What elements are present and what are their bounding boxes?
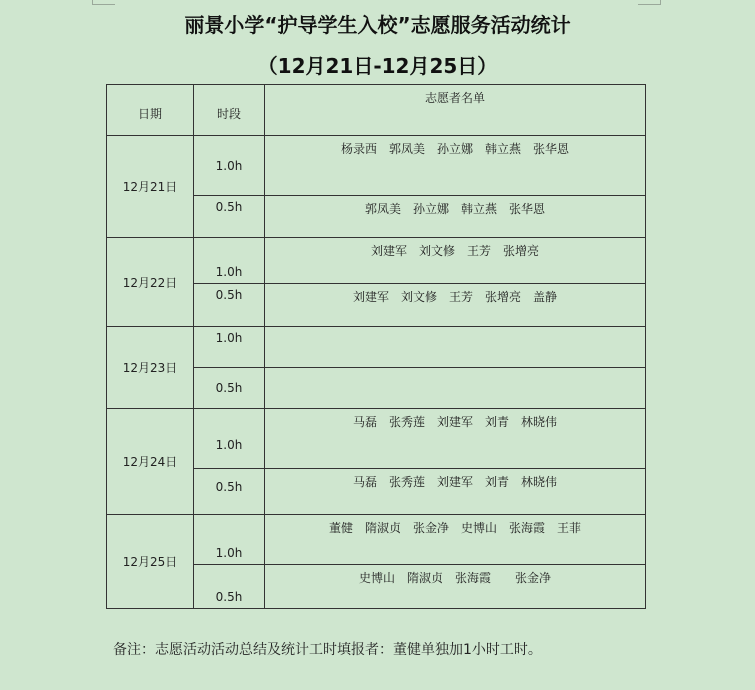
header-names: 志愿者名单 [265, 85, 646, 136]
period-cell: 1.0h [194, 515, 265, 565]
page-corner-mark-right [638, 0, 661, 5]
document-title: 丽景小学“护导学生入校”志愿服务活动统计 [184, 13, 571, 37]
table-header-row [107, 85, 646, 136]
period-cell: 1.0h [194, 327, 265, 368]
names-cell [265, 368, 646, 409]
period-cell: 0.5h [194, 565, 265, 609]
footnote: 备注：志愿活动活动总结及统计工时填报者：董健单独加1小时工时。 [113, 642, 542, 658]
names-cell: 董健 隋淑贞 张金净 史博山 张海霞 王菲 [265, 515, 646, 565]
header-date: 日期 [107, 85, 194, 136]
date-cell: 12月25日 [107, 515, 194, 609]
period-cell: 0.5h [194, 469, 265, 515]
table-row [107, 409, 646, 469]
page-corner-mark-left [92, 0, 115, 5]
names-cell: 刘建军 刘文修 王芳 张增亮 盖静 [265, 284, 646, 327]
date-cell: 12月24日 [107, 409, 194, 515]
names-cell: 杨录西 郭凤美 孙立娜 韩立燕 张华恩 [265, 136, 646, 196]
names-cell: 史博山 隋淑贞 张海霞 张金净 [265, 565, 646, 609]
table-row [107, 238, 646, 284]
names-cell: 郭凤美 孙立娜 韩立燕 张华恩 [265, 196, 646, 238]
table-row [107, 136, 646, 196]
date-cell: 12月23日 [107, 327, 194, 409]
names-cell [265, 327, 646, 368]
date-cell: 12月21日 [107, 136, 194, 238]
period-cell: 1.0h [194, 409, 265, 469]
period-cell: 0.5h [194, 196, 265, 238]
table-row [107, 327, 646, 368]
period-cell: 0.5h [194, 368, 265, 409]
volunteer-table [106, 84, 646, 609]
names-cell: 刘建军 刘文修 王芳 张增亮 [265, 238, 646, 284]
period-cell: 1.0h [194, 238, 265, 284]
names-cell: 马磊 张秀莲 刘建军 刘青 林晓伟 [265, 409, 646, 469]
date-cell: 12月22日 [107, 238, 194, 327]
period-cell: 1.0h [194, 136, 265, 196]
header-period: 时段 [194, 85, 265, 136]
period-cell: 0.5h [194, 284, 265, 327]
document-subtitle: （12月21日-12月25日） [257, 54, 498, 78]
table-row [107, 515, 646, 565]
names-cell: 马磊 张秀莲 刘建军 刘青 林晓伟 [265, 469, 646, 515]
